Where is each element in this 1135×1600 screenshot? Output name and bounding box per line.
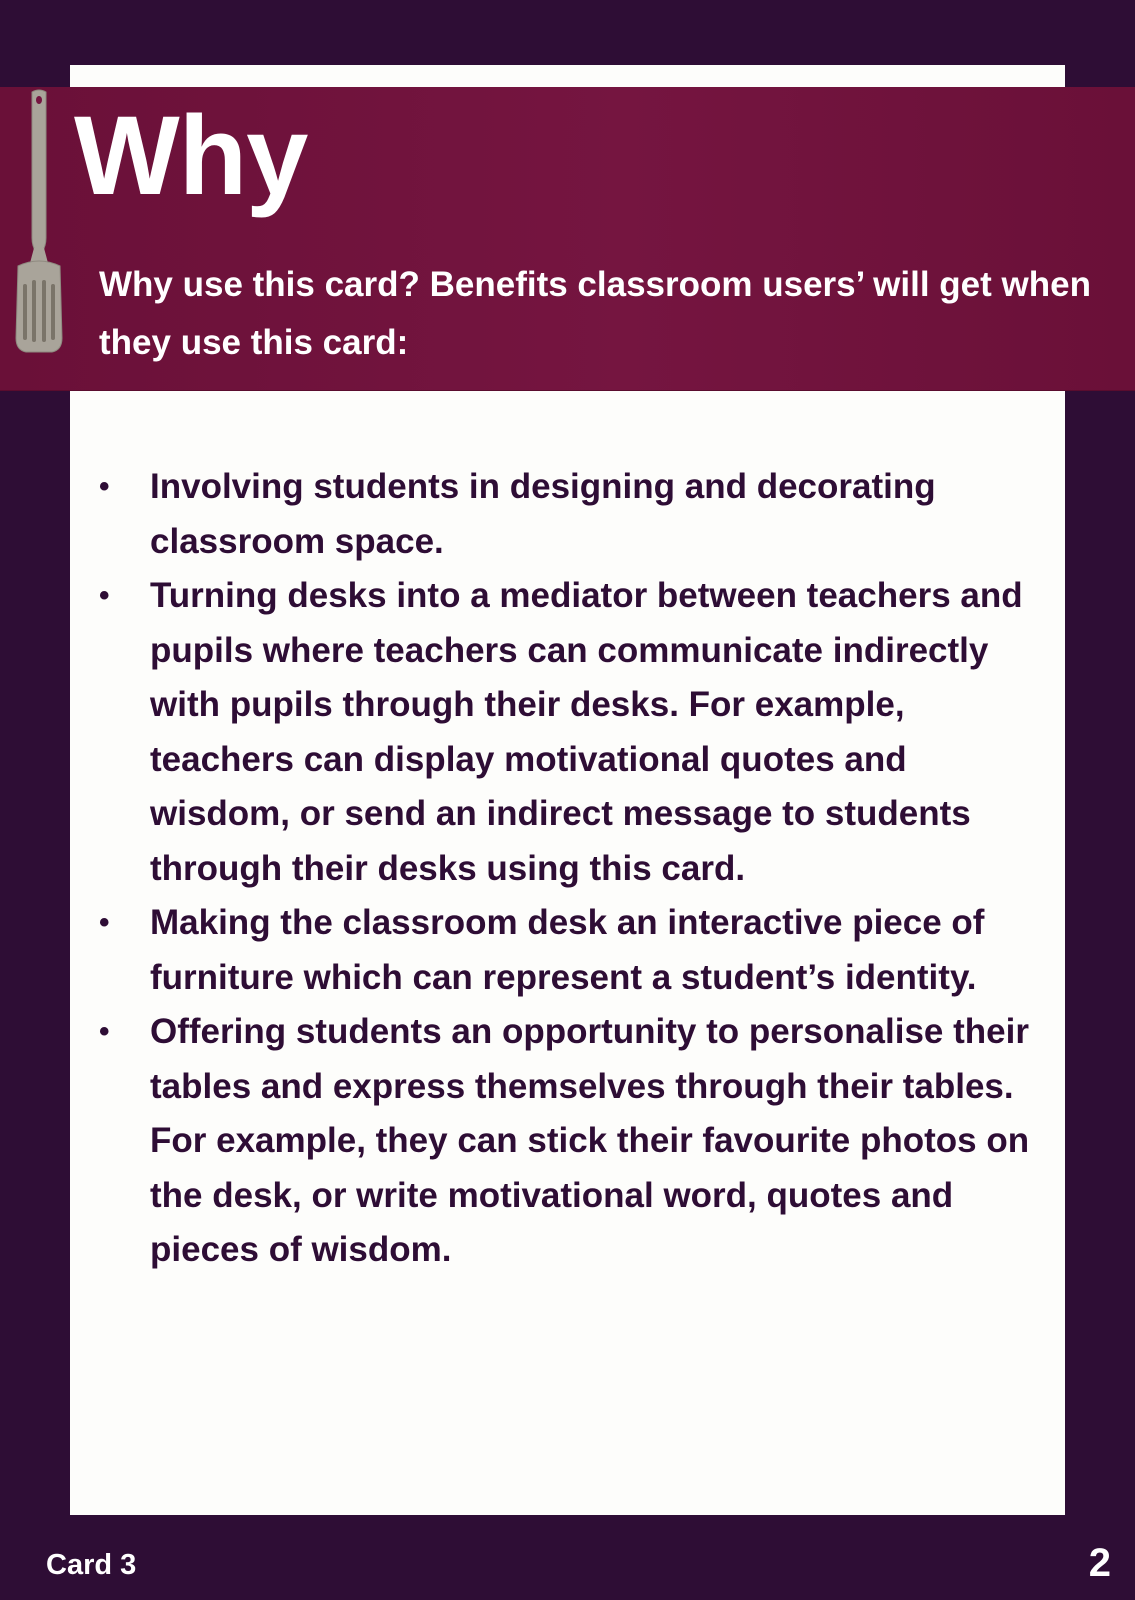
spatula-icon: [8, 88, 70, 360]
bullet-icon: •: [99, 470, 110, 503]
list-item: [95, 460, 1045, 569]
list-item-text: Involving students in designing and decorating classroom space.: [150, 467, 936, 561]
page-subtitle: Why use this card? Benefits classroom users’ will get when they use this card:: [99, 265, 1091, 362]
list-item-text: Turning desks into a mediator between teachers and pupils where teachers can communicate indirectly with pupils through their desks. For example, teachers can display motivational quotes and wisdom, or send an indirect message to students through their desks using this card.: [150, 576, 1023, 888]
list-item: [95, 1005, 1045, 1278]
bullet-icon: •: [99, 1015, 110, 1048]
page-number: 2: [1088, 1541, 1111, 1585]
list-item-text: Making the classroom desk an interactive piece of furniture which can represent a student’s identity.: [150, 903, 985, 997]
bullet-icon: •: [99, 906, 110, 939]
list-item-text: Offering students an opportunity to personalise their tables and express themselves through their tables. For example, they can stick their favourite photos on the desk, or write motivational word, quotes and pieces of wisdom.: [150, 1012, 1030, 1269]
list-item: [95, 569, 1045, 896]
bullet-icon: •: [99, 579, 110, 612]
list-item: [95, 896, 1045, 1005]
card-label: Card 3: [46, 1549, 137, 1581]
page-title: Why: [74, 93, 308, 218]
benefits-list: [95, 460, 1045, 1278]
